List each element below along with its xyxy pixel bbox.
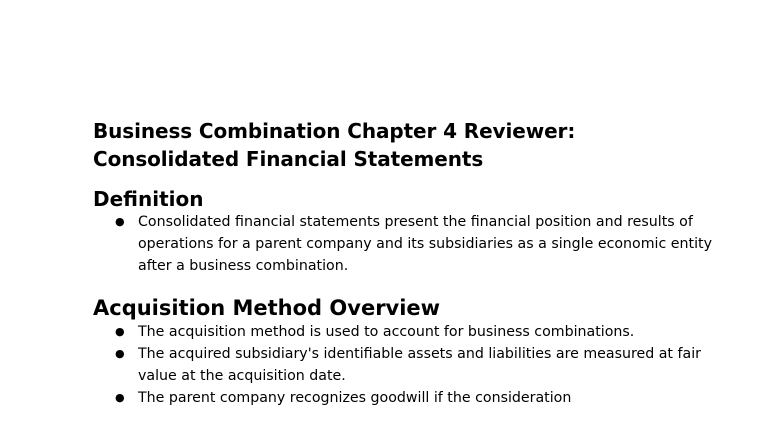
definition-list — [93, 211, 733, 277]
acquisition-bullet-3-text: The parent company recognizes goodwill if the consideration — [138, 390, 572, 406]
bullet-dot-icon: ● — [115, 347, 125, 360]
acquisition-method-heading: Acquisition Method Overview — [93, 296, 441, 320]
acquisition-bullet-2 — [93, 343, 733, 387]
acquisition-bullet-2-text: The acquired subsidiary's identifiable assets and liabilities are measured at fair value at the acquisition date. — [138, 346, 701, 384]
definition-bullet-1-text: Consolidated financial statements present the financial position and results of operations for a parent company and its subsidiaries as a single economic entity after a business combination. — [138, 214, 712, 274]
acquisition-method-list — [93, 321, 733, 409]
definition-bullet-1 — [93, 211, 733, 277]
document-title-line-1: Business Combination Chapter 4 Reviewer: — [93, 119, 576, 143]
acquisition-bullet-3 — [93, 387, 733, 409]
bullet-dot-icon: ● — [115, 391, 125, 404]
bullet-dot-icon: ● — [115, 325, 125, 338]
bullet-dot-icon: ● — [115, 215, 125, 228]
document-content — [93, 117, 733, 409]
document-title — [93, 117, 733, 173]
acquisition-bullet-1-text: The acquisition method is used to account for business combinations. — [138, 324, 635, 340]
definition-heading: Definition — [93, 187, 204, 211]
acquisition-bullet-1 — [93, 321, 733, 343]
document-title-line-2: Consolidated Financial Statements — [93, 147, 484, 171]
